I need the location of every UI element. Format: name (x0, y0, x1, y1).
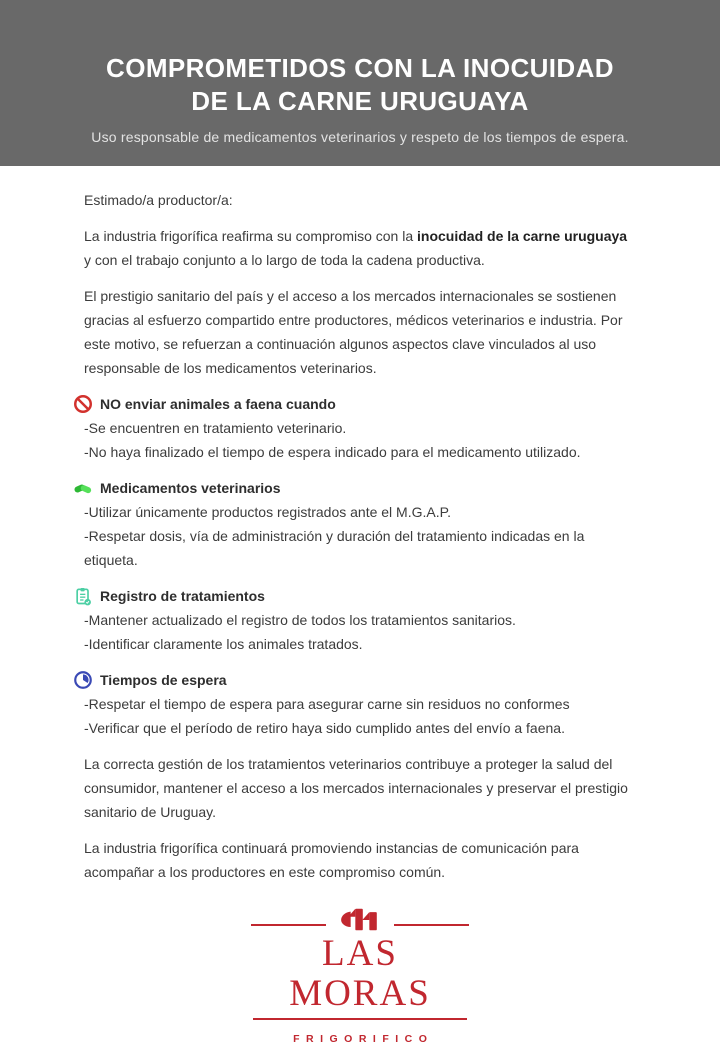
logo-tagline: FRIGORIFICO (293, 1033, 434, 1045)
las-moras-monogram-icon (332, 904, 388, 936)
hero-header (0, 0, 720, 166)
pills-icon (73, 478, 93, 498)
page-title-line2: DE LA CARNE URUGUAYA (191, 86, 529, 116)
section-no-faena (84, 392, 636, 464)
section-item: -Identificar claramente los animales tratados. (84, 636, 363, 652)
page-subtitle: Uso responsable de medicamentos veterinarios y respeto de los tiempos de espera. (91, 129, 629, 145)
intro-paragraph-bold: inocuidad de la carne uruguaya (417, 228, 628, 244)
section-title: Medicamentos veterinarios (100, 480, 281, 496)
section-item: -No haya finalizado el tiempo de espera indicado para el medicamento utilizado. (84, 444, 581, 460)
letter-body (0, 166, 720, 1051)
intro-paragraph (84, 224, 636, 272)
clock-icon (73, 670, 93, 690)
section-title: Registro de tratamientos (100, 588, 265, 604)
section-tiempos (84, 668, 636, 740)
section-item: -Utilizar únicamente productos registrados ante el M.G.A.P. (84, 504, 452, 520)
section-item: -Mantener actualizado el registro de todos los tratamientos sanitarios. (84, 612, 516, 628)
section-title: NO enviar animales a faena cuando (100, 396, 336, 412)
section-item: -Se encuentren en tratamiento veterinario. (84, 420, 347, 436)
prohibition-icon (73, 394, 93, 414)
context-paragraph: El prestigio sanitario del país y el acceso a los mercados internacionales se sostienen gracias al esfuerzo compartido entre productores, médicos veterinarios e industria. Por este motivo, se refuerzan a continuación algunos aspectos clave vinculados al uso responsable de los medicamentos veterinarios. (84, 288, 623, 376)
closing-paragraph-1: La correcta gestión de los tratamientos veterinarios contribuye a proteger la salud del consumidor, mantener el acceso a los mercados internacionales y preservar el prestigio sanitario de Uruguay. (84, 756, 628, 820)
treatment-log-icon (73, 586, 93, 606)
intro-paragraph-tail: y con el trabajo conjunto a lo largo de toda la cadena productiva. (84, 252, 485, 268)
logo-rule-right (394, 924, 469, 926)
intro-paragraph-text: La industria frigorífica reafirma su compromiso con la (84, 228, 418, 244)
section-title: Tiempos de espera (100, 672, 227, 688)
salutation: Estimado/a productor/a: (84, 192, 233, 208)
section-medicamentos (84, 476, 636, 572)
logo-wordmark: LAS MORAS (289, 933, 431, 1014)
logo-divider (253, 1018, 467, 1020)
closing-paragraph-2: La industria frigorífica continuará promoviendo instancias de comunicación para acompañar a los productores en este compromiso común. (84, 840, 579, 880)
section-item: -Verificar que el período de retiro haya sido cumplido antes del envío a faena. (84, 720, 565, 736)
section-item: -Respetar el tiempo de espera para asegurar carne sin residuos no conformes (84, 696, 570, 712)
section-item: -Respetar dosis, vía de administración y duración del tratamiento indicadas en la etiqueta. (84, 528, 585, 568)
page-title (0, 52, 720, 118)
las-moras-logo (251, 904, 469, 1051)
page-title-line1: COMPROMETIDOS CON LA INOCUIDAD (106, 53, 614, 83)
section-registro (84, 584, 636, 656)
logo-rule-left (251, 924, 326, 926)
